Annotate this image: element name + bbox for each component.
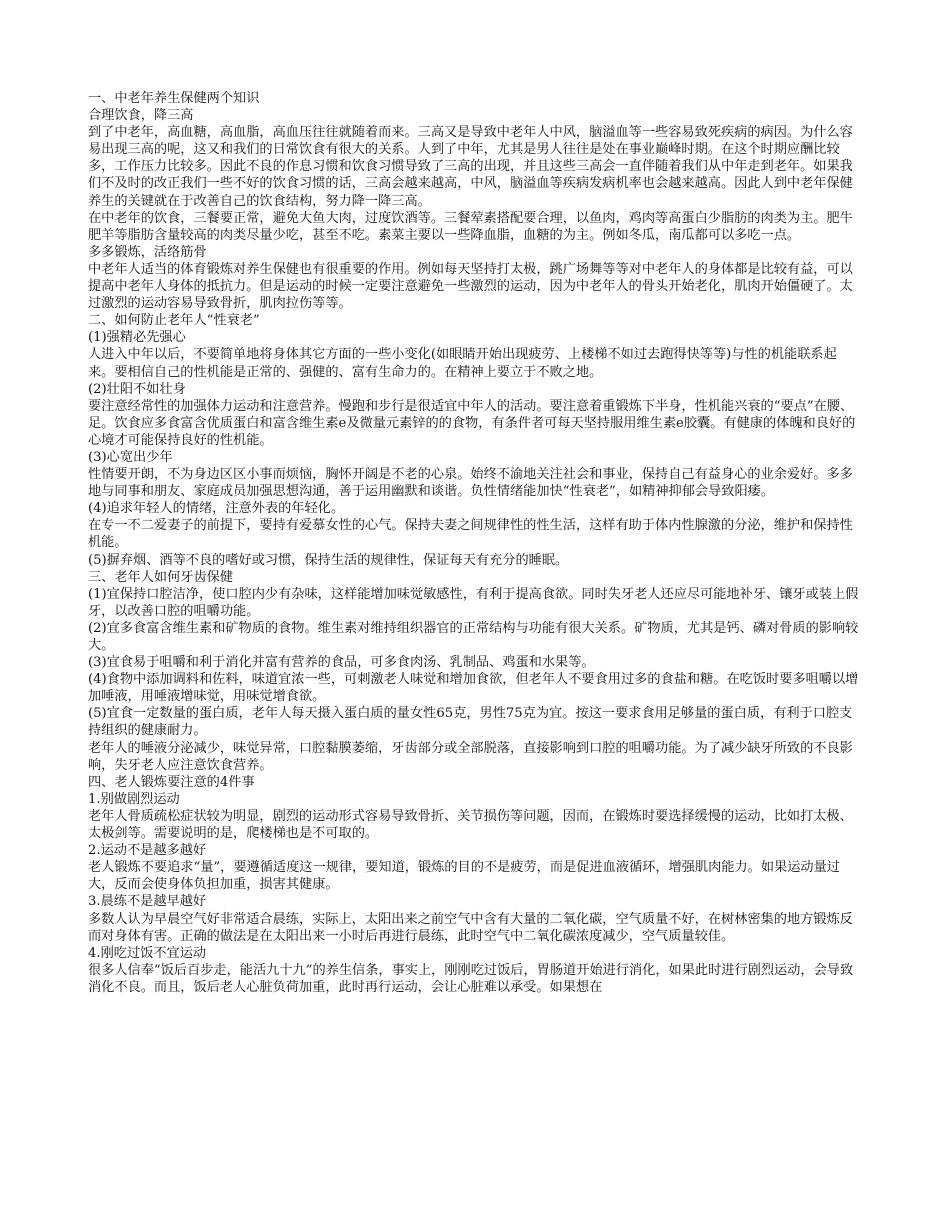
body-paragraph: 在专一不二爱妻子的前提下，要持有爱慕女性的心气。保持夫妻之间规律性的性生活，这样有助于体内性腺激的分泌，维护和保持性机能。 — [88, 518, 853, 551]
subsection-heading: 2.运动不是越多越好 — [88, 843, 207, 859]
body-paragraph: (3)宜食易于咀嚼和利于消化并富有营养的食品，可多食肉汤、乳制品、鸡蛋和水果等。 — [88, 655, 595, 671]
subsection-heading: (5)摒弃烟、酒等不良的嗜好或习惯，保持生活的规律性，保证每天有充分的睡眠。 — [88, 552, 569, 568]
subsection-heading: (2)壮阳不如壮身 — [88, 381, 186, 397]
body-paragraph: (4)食物中添加调料和佐料，味道宜浓一些，可刺激老人味觉和增加食欲，但老年人不要食用过多的食盐和糖。在吃饭时要多咀嚼以增加唾液，用唾液增味觉，用味觉增食欲。 — [88, 672, 859, 705]
body-paragraph: 多数人认为早晨空气好非常适合晨练，实际上，太阳出来之前空气中含有大量的二氧化碳，空气质量不好，在树林密集的地方锻炼反而对身体有害。正确的做法是在太阳出来一小时后再进行晨练，此时空气中二氧化碳浓度减少，空气质量较佳。 — [88, 911, 853, 944]
body-paragraph: 老年人骨质疏松症状较为明显，剧烈的运动形式容易导致骨折、关节损伤等问题，因而，在锻炼时要选择缓慢的运动，比如打太极、太极剑等。需要说明的是，爬楼梯也是不可取的。 — [88, 808, 853, 842]
body-paragraph: 中老年人适当的体育锻炼对养生保健也有很重要的作用。例如每天坚持打太极，跳广场舞等等对中老年人的身体都是比较有益，可以提高中老年人身体的抵抗力。但是运动的时候一定要注意避免一些激烈的运动，因为中老年人的骨头开始老化，肌肉开始僵硬了。太过激烈的运动容易导致骨折，肌肉拉伤等等。 — [88, 261, 853, 312]
body-paragraph: 老人锻炼不要追求“量”，要遵循适度这一规律，要知道，锻炼的目的不是疲劳，而是促进血液循环，增强肌肉能力。如果运动量过大，反而会使身体负担加重，损害其健康。 — [88, 860, 840, 893]
body-paragraph: (2)宜多食富含维生素和矿物质的食物。维生素对维持组织器官的正常结构与功能有很大关系。矿物质，尤其是钙、磷对骨质的影响较大。 — [88, 620, 859, 653]
body-paragraph: 性情要开朗，不为身边区区小事而烦恼，胸怀开阔是不老的心泉。始终不渝地关注社会和事业，保持自己有益身心的业余爱好。多多地与同事和朋友、家庭成员加强思想沟通，善于运用幽默和谈谐。负性情绪能加快“性衰老”，如精神抑郁会导致阳痿。 — [88, 467, 853, 500]
document-body — [88, 90, 863, 996]
body-paragraph: 在中老年的饮食，三餐要正常，避免大鱼大肉，过度饮酒等。三餐荤素搭配要合理，以鱼肉，鸡肉等高蛋白少脂肪的肉类为主。肥牛肥羊等脂肪含量较高的肉类尽量少吃，甚至不吃。素菜主要以一些降血脂，血糖的为主。例如冬瓜，南瓜都可以多吃一点。 — [88, 210, 853, 243]
body-paragraph: 很多人信奉“饭后百步走，能活九十九”的养生信条，事实上，刚刚吃过饭后，胃肠道开始进行消化，如果此时进行剧烈运动，会导致消化不良。而且，饭后老人心脏负荷加重，此时再行运动，会让心脏难以承受。如果想在 — [88, 962, 854, 995]
subsection-heading: 多多锻炼，活络筋骨 — [88, 244, 207, 260]
subsection-heading: 合理饮食，降三高 — [88, 108, 194, 124]
subsection-heading: 1.别做剧烈运动 — [88, 791, 180, 807]
body-paragraph: (5)宜食一定数量的蛋白质，老年人每天摄入蛋白质的量女性65克，男性75克为宜。按这一要求食用足够量的蛋白质，有利于口腔支持组织的健康耐力。 — [88, 706, 853, 739]
subsection-heading: (1)强精必先强心 — [88, 330, 186, 346]
subsection-heading: 4.刚吃过饭不宜运动 — [88, 945, 207, 961]
body-paragraph: 要注意经常性的加强体力运动和注意营养。慢跑和步行是很适宜中年人的活动。要注意着重锻炼下半身，性机能兴衰的“要点”在腰、足。饮食应多食富含优质蛋白和富含维生素e及微量元素锌的的食物，有条件者可每天坚持服用维生素e胶囊。有健康的体魄和良好的心境才可能保持良好的性机能。 — [88, 398, 856, 448]
body-paragraph: 老年人的唾液分泌减少，味觉异常，口腔黏膜萎缩，牙齿部分或全部脱落，直接影响到口腔的咀嚼功能。为了减少缺牙所致的不良影响，失牙老人应注意饮食营养。 — [88, 740, 853, 773]
body-paragraph: 到了中老年，高血糖，高血脂，高血压往往就随着而来。三高又是导致中老年人中风，脑溢血等一些容易致死疾病的病因。为什么容易出现三高的呢，这又和我们的日常饮食有很大的关系。人到了中年，尤其是男人往往是处在事业巅峰时期。在这个时期应酬比较多，工作压力比较多。因此不良的作息习惯和饮食习惯导致了三高的出现，并且这些三高会一直伴随着我们从中年走到老年。如果我们不及时的改正我们一些不好的饮食习惯的话，三高会越来越高，中风，脑溢血等疾病发病机率也会越来越高。因此人到中老年保健养生的关键就在于改善自己的饮食结构，努力降一降三高。 — [88, 125, 853, 209]
subsection-heading: (4)追求年轻人的情绪，注意外表的年轻化。 — [88, 501, 345, 517]
section-heading: 四、老人锻炼要注意的4件事 — [88, 774, 255, 790]
section-heading: 一、中老年养生保健两个知识 — [88, 91, 260, 106]
subsection-heading: (3)心宽出少年 — [88, 449, 173, 465]
section-heading: 二、如何防止老年人“性衰老” — [88, 313, 260, 329]
subsection-heading: 3.晨练不是越早越好 — [88, 894, 207, 910]
body-paragraph: 人进入中年以后，不要简单地将身体其它方面的一些小变化(如眼睛开始出现疲劳、上楼梯不如过去跑得快等等)与性的机能联系起来。要相信自己的性机能是正常的、强健的、富有生命力的。在精神上要立于不败之地。 — [88, 347, 837, 380]
body-paragraph: (1)宜保持口腔洁净，使口腔内少有杂味，这样能增加味觉敏感性，有利于提高食欲。同时失牙老人还应尽可能地补牙、镶牙或装上假牙，以改善口腔的咀嚼功能。 — [88, 586, 859, 619]
section-heading: 三、老年人如何牙齿保健 — [88, 569, 234, 585]
